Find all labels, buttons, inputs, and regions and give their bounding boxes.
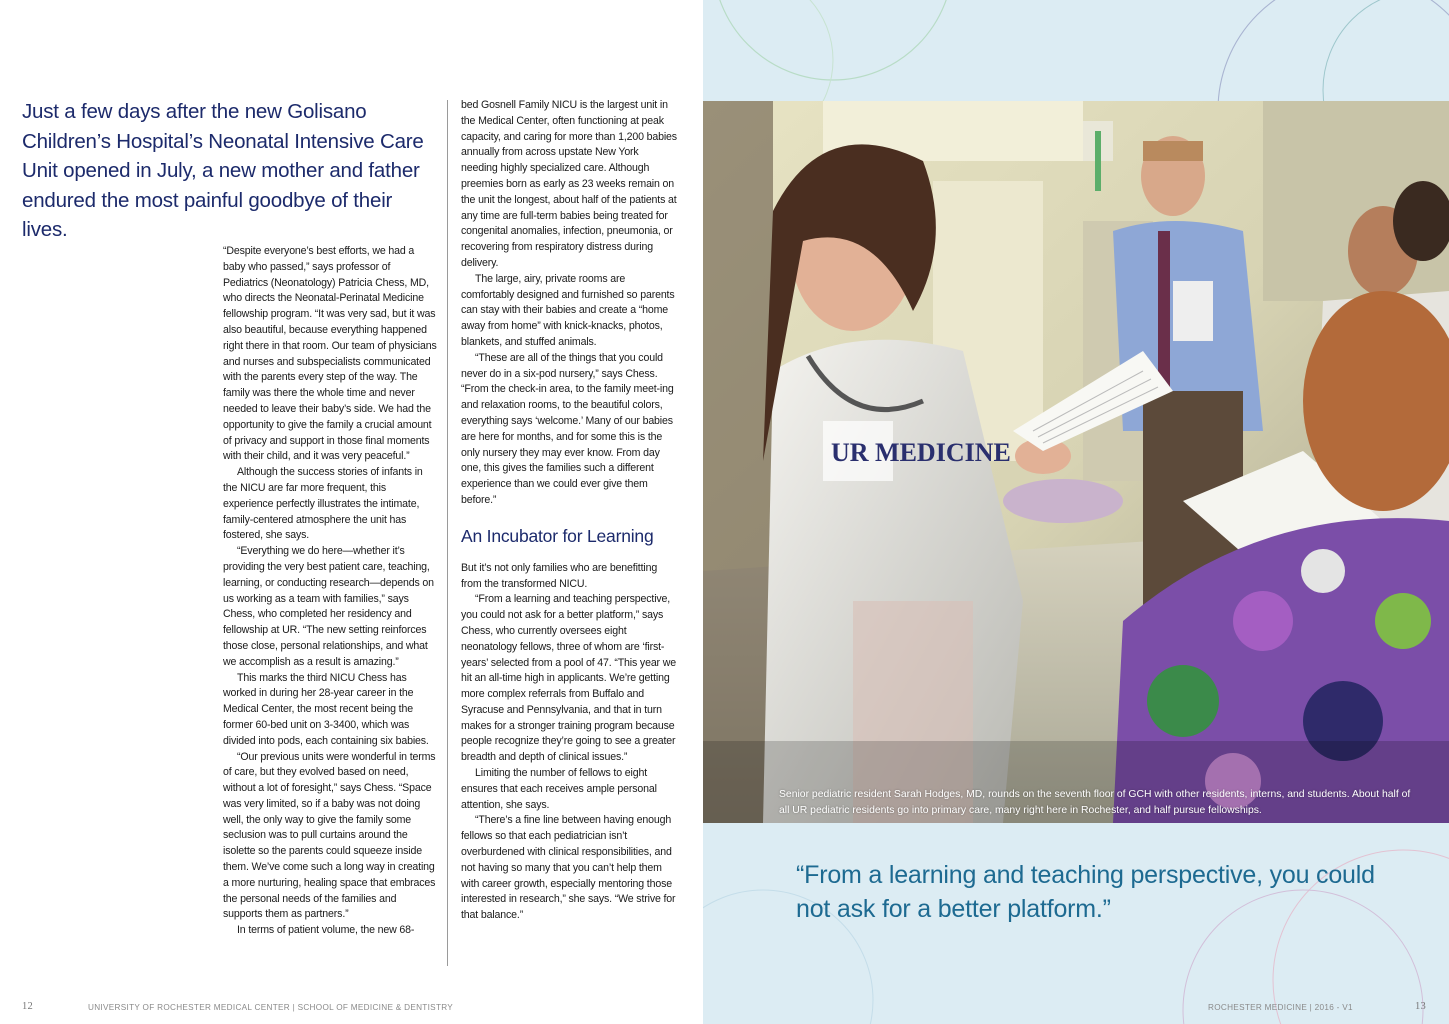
body-paragraph: In terms of patient volume, the new 68-: [237, 924, 415, 937]
body-paragraph: “These are all of the things that you could never do in a six-pod nursery,” says Chess. “From the check-in area, to the family meet-ing and relaxation rooms, to the beautiful colors, everything says ‘welcome.’ Many of our babies are here for months, and for some this is the only nursery they may ever know. From day one, this gives the families such a different experience than we could ever give them before.”: [461, 351, 674, 506]
article-column-1: [223, 244, 437, 939]
body-paragraph: But it’s not only families who are benefitting from the transformed NICU.: [461, 561, 658, 590]
photo-caption: Senior pediatric resident Sarah Hodges, MD, rounds on the seventh floor of GCH with other residents, interns, and students. About half of all UR pediatric residents go into primary care, many right here in Rochester, and half pursue fellowships.: [779, 789, 1411, 816]
column-2-body-top: [461, 98, 677, 509]
body-paragraph: “There’s a fine line between having enough fellows so that each pediatrician isn’t overburdened with clinical responsibilities, and not having so many that you can’t help them with career growth, especially mentoring those interested in research,” she says. “We strive for that balance.”: [461, 814, 676, 922]
right-page: [703, 0, 1449, 1024]
body-paragraph: bed Gosnell Family NICU is the largest unit in the Medical Center, often functioning at peak capacity, and caring for more than 1,200 babies annually from across upstate New York needing highly specialized care. Although preemies born as early as 23 weeks remain on the unit the longest, about half of the patients at any time are full-term babies being treated for congenital anomalies, infection, pneumonia, or recovering from respiratory distress during delivery.: [461, 99, 677, 269]
page-number-left: 12: [22, 1001, 34, 1012]
body-paragraph: Although the success stories of infants in the NICU are far more frequent, this experience perfectly illustrates the intimate, family-centered atmosphere the unit has fostered, she says.: [223, 466, 423, 542]
lead-paragraph: Just a few days after the new Golisano Children’s Hospital’s Neonatal Intensive Care Unit opened in July, a new mother and father endured the most painful goodbye of their lives.: [22, 100, 424, 241]
ur-medicine-badge: UR MEDICINE: [831, 438, 1011, 467]
feature-photo: [703, 101, 1449, 823]
body-paragraph: The large, airy, private rooms are comfortably designed and furnished so parents can stay with their babies and create a “home away from home” with knick-knacks, photos, blankets, and stuffed animals.: [461, 272, 675, 348]
body-paragraph: This marks the third NICU Chess has worked in during her 28-year career in the Medical Center, the most recent being the former 60-bed unit on 3-3400, which was divided into pods, each containing six babies.: [223, 671, 429, 747]
hospital-rounds-photo: [703, 101, 1449, 823]
column-divider: [447, 100, 448, 966]
body-paragraph: “Our previous units were wonderful in terms of care, but they evolved based on need, without a lot of foresight,” says Chess. “Space was very limited, so if a baby was not doing well, the only way to give the family some seclusion was to pull curtains around the isolette so the parents could squeeze inside them. We’ve come such a long way in creating a more nurturing, healing space that embraces the personal needs of the families and supports them as partners.”: [223, 750, 436, 921]
footer-left-text: UNIVERSITY OF ROCHESTER MEDICAL CENTER | SCHOOL OF MEDICINE & DENTISTRY: [88, 1003, 454, 1012]
left-page: [0, 0, 703, 1024]
body-paragraph: Limiting the number of fellows to eight ensures that each receives ample personal attention, she says.: [461, 767, 657, 811]
body-paragraph: “Despite everyone’s best efforts, we had a baby who passed,” says professor of Pediatrics (Neonatology) Patricia Chess, MD, who directs the Neonatal-Perinatal Medicine fellowship program. “It was very sad, but it was also beautiful, because everything happened right there in that room. Our team of physicians and nurses and subspecialists communicated with the parents every step of the way. The family was there the whole time and never needed to leave their baby’s side. We had the opportunity to give the family a crucial amount of privacy and support in those final moments with their child, and it was very peaceful.”: [223, 245, 437, 463]
pull-quote: “From a learning and teaching perspective, you could not ask for a better platform.”: [796, 861, 1375, 923]
page-number-right: 13: [1415, 1001, 1427, 1012]
column-2-body-bottom: [461, 561, 677, 924]
article-column-2: [461, 98, 677, 924]
body-paragraph: “From a learning and teaching perspective, you could not ask for a better platform,” says Chess, who currently oversees eight neonatology fellows, three of whom are ‘first-years’ selected from a pool of 47. “This year we hit an all-time high in applicants. We’re getting more complex referrals from Buffalo and Syracuse and Pennsylvania, and that in turn makes for a stronger training program because people recognize they’re going to see a greater breadth and depth of clinical issues.”: [461, 593, 676, 764]
footer-right-text: ROCHESTER MEDICINE | 2016 - V1: [1208, 1003, 1353, 1012]
section-subhead: An Incubator for Learning: [461, 525, 654, 546]
body-paragraph: “Everything we do here—whether it’s providing the very best patient care, teaching, learning, or conducting research—depends on us working as a team with families,” says Chess, who completed her residency and fellowship at UR. “The new setting reinforces those close, personal relationships, and what we accomplish as a result is amazing.”: [223, 545, 434, 668]
